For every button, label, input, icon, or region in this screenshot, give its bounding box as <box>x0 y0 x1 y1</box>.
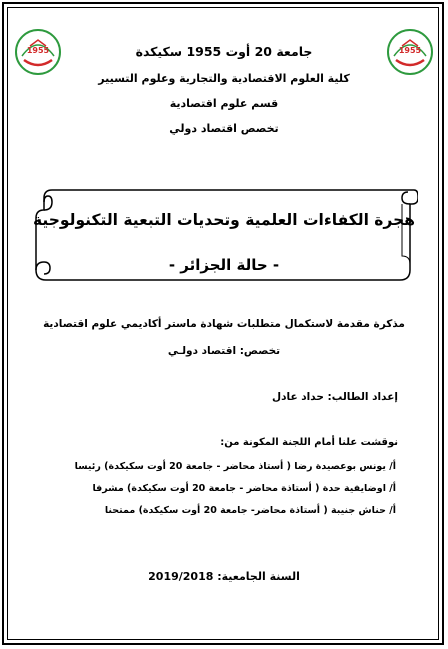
memo-description: مذكرة مقدمة لاستكمال متطلبات شهادة ماستر أكاديمي علوم اقتصادية <box>43 318 405 330</box>
jury-member: أ/ حناش جنيبة ( أستاذة محاضر- جامعة 20 أوت سكيكدة) ممتحنا <box>104 505 396 516</box>
department-name: قسم علوم اقتصادية <box>169 97 279 110</box>
svg-text:1955: 1955 <box>26 46 50 55</box>
jury-member: أ/ يونس بوعصيدة رضا ( أستاذ محاضر - جامعة 20 أوت سكيكدة) رئيسا <box>74 461 396 472</box>
thesis-title: هجرة الكفاءات العلمية وتحديات التبعية التكنولوجية <box>33 211 415 229</box>
jury-member: أ/ اوضايفية حدة ( أستاذة محاضر - جامعة 20 أوت سكيكدة) مشرفا <box>92 483 396 494</box>
jury-heading: نوقشت علنا أمام اللجنة المكونة من: <box>220 437 398 448</box>
svg-text:1955: 1955 <box>398 46 422 55</box>
memo-specialization: تخصص: اقتصاد دولـي <box>167 345 281 357</box>
thesis-subtitle: - حالة الجزائر - <box>168 256 280 274</box>
student-name: إعداد الطالب: حداد عادل <box>272 391 398 403</box>
specialty-name: تخصص اقتصاد دولي <box>169 122 279 135</box>
academic-year: السنة الجامعية: 2019/2018 <box>148 570 300 583</box>
university-name: جامعة 20 أوت 1955 سكيكدة <box>135 44 313 59</box>
faculty-name: كلية العلوم الاقتصادية والتجارية وعلوم التسيير <box>98 72 350 85</box>
